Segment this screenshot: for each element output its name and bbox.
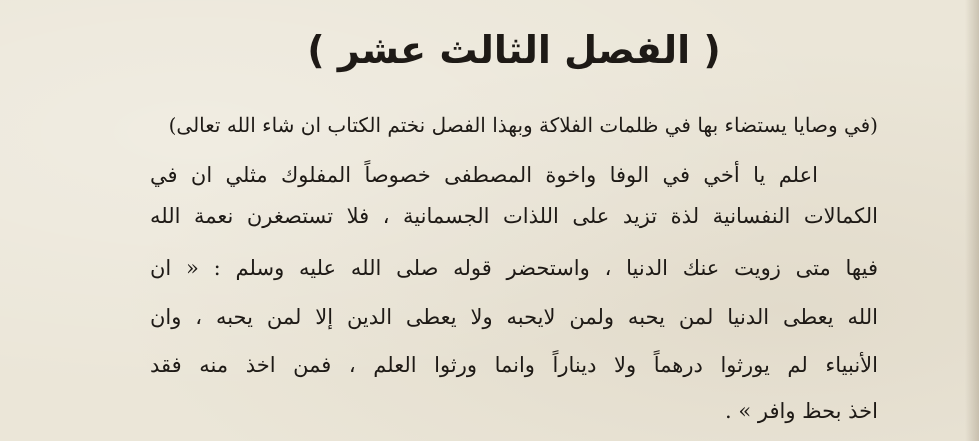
body-line-1: اعلم يا أخي في الوفا واخوة المصطفى خصوصاً المفلوك مثلي ان في bbox=[150, 163, 818, 187]
page-edge-shadow bbox=[965, 0, 979, 441]
body-line-3: فيها متى زويت عنك الدنيا ، واستحضر قوله صلى الله عليه وسلم : « ان bbox=[150, 256, 878, 280]
body-line-4: الله يعطى الدنيا لمن يحبه ولمن لايحبه ولا يعطى الدين إلا لمن يحبه ، وان bbox=[150, 305, 878, 329]
chapter-subtitle: (في وصايا يستضاء بها في ظلمات الفلاكة وبهذا الفصل نختم الكتاب ان شاء الله تعالى) bbox=[168, 113, 878, 137]
body-line-6: اخذ بحظ وافر » . bbox=[725, 399, 878, 423]
body-line-2: الكمالات النفسانية لذة تزيد على اللذات الجسمانية ، فلا تستصغرن نعمة الله bbox=[150, 204, 878, 228]
document-page bbox=[150, 0, 878, 441]
body-line-5: الأنبياء لم يورثوا درهماً ولا ديناراً وانما ورثوا العلم ، فمن اخذ منه فقد bbox=[150, 353, 878, 377]
chapter-title: ( الفصل الثالث عشر ) bbox=[307, 28, 721, 72]
